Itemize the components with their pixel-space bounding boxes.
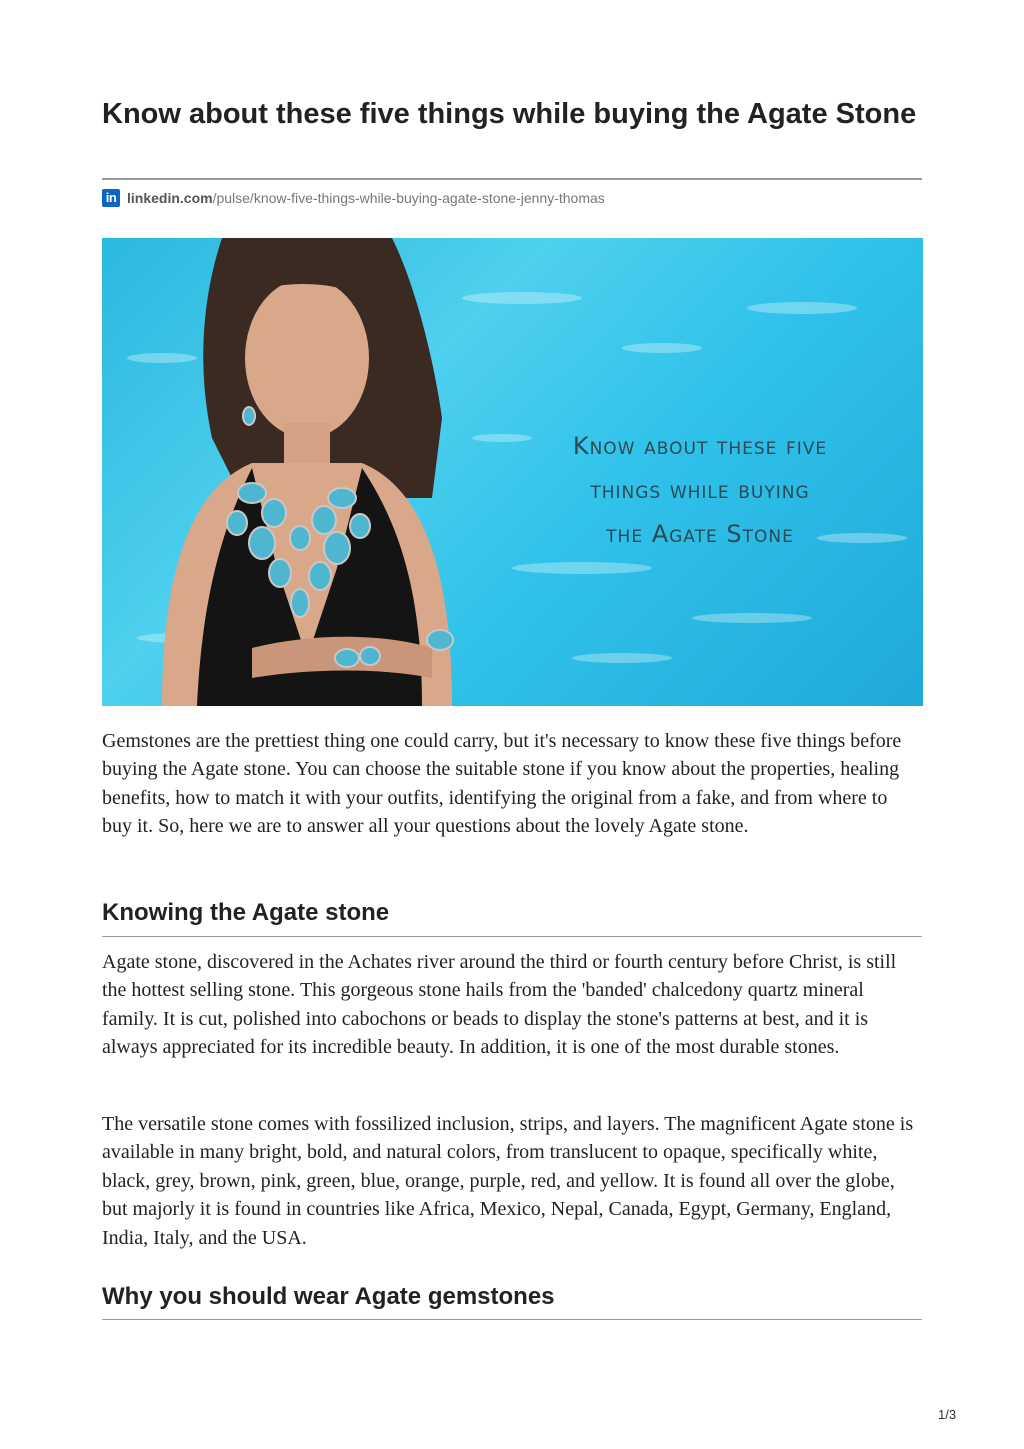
- hero-image: [102, 238, 923, 706]
- body-paragraph: Agate stone, discovered in the Achates river around the third or fourth century before Christ, is still the hottest selling stone. This gorgeous stone hails from the 'banded' chalcedony quartz mineral family. It is cut, polished into cabochons or beads to display the stone's patterns at best, and it is always appreciated for its incredible beauty. In addition, it is one of the most durable stones.: [102, 951, 897, 1059]
- hero-caption-line: Know about these five: [572, 432, 828, 460]
- intro-paragraph: Gemstones are the prettiest thing one could carry, but it's necessary to know these five things before buying the Agate stone. You can choose the suitable stone if you know about the properties, healing benefits, how to match it with your outfits, identifying the original from a fake, and from where to buy it. So, here we are to answer all your questions about the lovely Agate stone.: [102, 730, 902, 838]
- body-paragraph: The versatile stone comes with fossilized inclusion, strips, and layers. The magnificent Agate stone is available in many bright, bold, and natural colors, from translucent to opaque, specifically white, black, grey, brown, pink, green, blue, orange, purple, red, and yellow. It is found all over the globe, but majorly it is found in countries like Africa, Mexico, Nepal, Canada, Egypt, Germany, England, India, Italy, and the USA.: [102, 1113, 914, 1249]
- source-link[interactable]: [102, 188, 605, 208]
- source-domain: linkedin.com: [127, 190, 213, 206]
- linkedin-icon: in: [102, 189, 120, 207]
- page-number: 1/3: [938, 1407, 957, 1422]
- article-title: Know about these five things while buying the Agate Stone: [102, 98, 917, 130]
- hero-caption: [480, 424, 920, 556]
- section-divider: [102, 936, 922, 937]
- source-path: /pulse/know-five-things-while-buying-agate-stone-jenny-thomas: [212, 190, 605, 206]
- hero-caption-line: things while buying: [590, 476, 810, 504]
- hero-caption-line: the Agate Stone: [606, 520, 794, 548]
- section-heading: Knowing the Agate stone: [102, 899, 390, 926]
- section-divider: [102, 1319, 922, 1320]
- section-heading: Why you should wear Agate gemstones: [102, 1283, 555, 1310]
- title-divider: [102, 178, 922, 180]
